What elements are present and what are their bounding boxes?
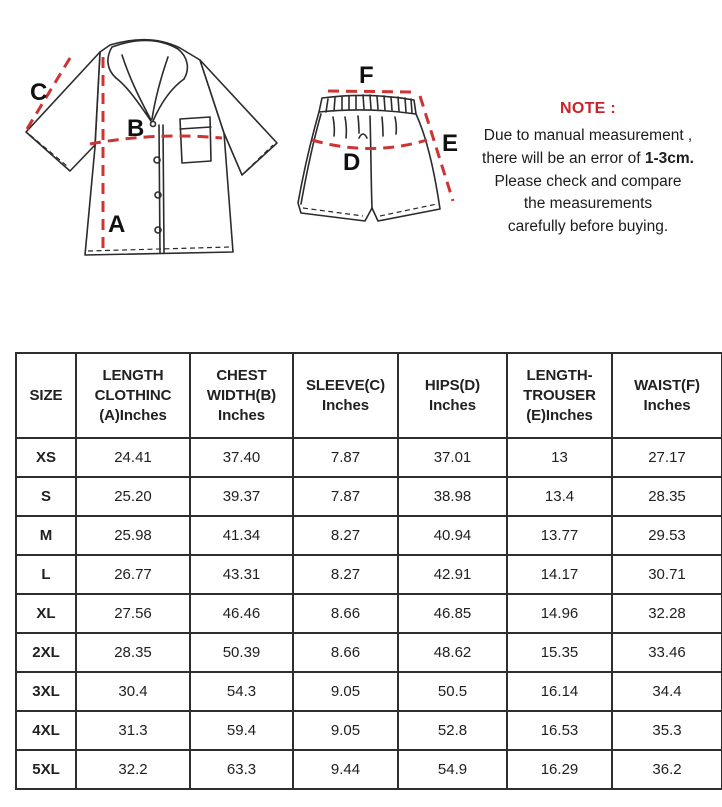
measurement-cell: 59.4 bbox=[190, 711, 293, 750]
column-header: HIPS(D) Inches bbox=[398, 353, 507, 438]
size-cell: S bbox=[16, 477, 76, 516]
pajama-shirt-drawing bbox=[10, 25, 285, 270]
note-line: the measurements bbox=[523, 195, 653, 213]
measurement-cell: 7.87 bbox=[293, 438, 398, 477]
size-table bbox=[15, 352, 722, 790]
label-e: E bbox=[442, 130, 459, 157]
measurement-cell: 24.41 bbox=[76, 438, 190, 477]
measurement-cell: 63.3 bbox=[190, 750, 293, 789]
measurement-cell: 48.62 bbox=[398, 633, 507, 672]
measurement-cell: 30.71 bbox=[612, 555, 722, 594]
measurement-cell: 16.29 bbox=[507, 750, 612, 789]
measurement-cell: 9.05 bbox=[293, 672, 398, 711]
column-header: SLEEVE(C) Inches bbox=[293, 353, 398, 438]
measurement-cell: 38.98 bbox=[398, 477, 507, 516]
measurement-cell: 14.17 bbox=[507, 555, 612, 594]
measurement-cell: 13.4 bbox=[507, 477, 612, 516]
label-b: B bbox=[127, 115, 145, 142]
size-cell: M bbox=[16, 516, 76, 555]
measure-line-f bbox=[328, 91, 412, 92]
note-block bbox=[456, 100, 720, 239]
column-header: WAIST(F) Inches bbox=[612, 353, 722, 438]
measurement-cell: 54.3 bbox=[190, 672, 293, 711]
column-header: LENGTH- TROUSER (E)Inches bbox=[507, 353, 612, 438]
measurement-cell: 27.17 bbox=[612, 438, 722, 477]
measurement-cell: 33.46 bbox=[612, 633, 722, 672]
size-table-body bbox=[16, 438, 722, 789]
measurement-cell: 28.35 bbox=[76, 633, 190, 672]
measurement-cell: 30.4 bbox=[76, 672, 190, 711]
shorts-body bbox=[298, 95, 440, 221]
measurement-cell: 13 bbox=[507, 438, 612, 477]
note-line: carefully before buying. bbox=[507, 218, 669, 236]
column-header: LENGTH CLOTHINC (A)Inches bbox=[76, 353, 190, 438]
measurement-cell: 52.8 bbox=[398, 711, 507, 750]
size-row-m bbox=[16, 516, 722, 555]
measurement-cell: 36.2 bbox=[612, 750, 722, 789]
pajama-shorts-drawing bbox=[285, 60, 485, 240]
size-row-l bbox=[16, 555, 722, 594]
column-header: CHEST WIDTH(B) Inches bbox=[190, 353, 293, 438]
label-d: D bbox=[343, 149, 361, 176]
measurement-cell: 54.9 bbox=[398, 750, 507, 789]
size-row-xs bbox=[16, 438, 722, 477]
measurement-cell: 32.28 bbox=[612, 594, 722, 633]
size-row-s bbox=[16, 477, 722, 516]
measurement-cell: 43.31 bbox=[190, 555, 293, 594]
size-cell: 3XL bbox=[16, 672, 76, 711]
measurement-cell: 8.27 bbox=[293, 516, 398, 555]
size-cell: 4XL bbox=[16, 711, 76, 750]
label-c: C bbox=[30, 79, 48, 106]
measurement-cell: 50.39 bbox=[190, 633, 293, 672]
measurement-cell: 25.98 bbox=[76, 516, 190, 555]
note-line-text: there will be an error of bbox=[482, 149, 645, 167]
measurement-cell: 39.37 bbox=[190, 477, 293, 516]
size-row-4xl bbox=[16, 711, 722, 750]
measurement-cell: 31.3 bbox=[76, 711, 190, 750]
note-line bbox=[456, 148, 720, 171]
measurement-cell: 7.87 bbox=[293, 477, 398, 516]
column-header: SIZE bbox=[16, 353, 76, 438]
measurement-cell: 41.34 bbox=[190, 516, 293, 555]
label-f: F bbox=[359, 62, 374, 89]
note-title: NOTE : bbox=[559, 100, 617, 117]
measurement-cell: 46.85 bbox=[398, 594, 507, 633]
measurement-cell: 9.05 bbox=[293, 711, 398, 750]
measurement-cell: 8.66 bbox=[293, 594, 398, 633]
measurement-cell: 50.5 bbox=[398, 672, 507, 711]
measurement-cell: 26.77 bbox=[76, 555, 190, 594]
measurement-cell: 37.01 bbox=[398, 438, 507, 477]
measurement-cell: 27.56 bbox=[76, 594, 190, 633]
measurement-cell: 8.27 bbox=[293, 555, 398, 594]
measurement-cell: 32.2 bbox=[76, 750, 190, 789]
measurement-cell: 35.3 bbox=[612, 711, 722, 750]
measurement-cell: 14.96 bbox=[507, 594, 612, 633]
note-line: Due to manual measurement , bbox=[483, 127, 693, 144]
measurement-cell: 37.40 bbox=[190, 438, 293, 477]
size-cell: XL bbox=[16, 594, 76, 633]
measurement-cell: 40.94 bbox=[398, 516, 507, 555]
size-row-2xl bbox=[16, 633, 722, 672]
size-cell: XS bbox=[16, 438, 76, 477]
size-row-5xl bbox=[16, 750, 722, 789]
measurement-cell: 25.20 bbox=[76, 477, 190, 516]
size-cell: 5XL bbox=[16, 750, 76, 789]
measurement-cell: 46.46 bbox=[190, 594, 293, 633]
measurement-cell: 28.35 bbox=[612, 477, 722, 516]
measurement-cell: 9.44 bbox=[293, 750, 398, 789]
note-line: Please check and compare bbox=[494, 172, 682, 190]
measurement-cell: 8.66 bbox=[293, 633, 398, 672]
measurement-cell: 34.4 bbox=[612, 672, 722, 711]
measurement-cell: 15.35 bbox=[507, 633, 612, 672]
measurement-cell: 42.91 bbox=[398, 555, 507, 594]
size-table-header-row bbox=[16, 353, 722, 438]
size-cell: L bbox=[16, 555, 76, 594]
note-error-range: 1-3cm. bbox=[644, 149, 694, 167]
size-cell: 2XL bbox=[16, 633, 76, 672]
size-row-xl bbox=[16, 594, 722, 633]
label-a: A bbox=[108, 211, 126, 238]
measurement-cell: 13.77 bbox=[507, 516, 612, 555]
measurement-cell: 16.14 bbox=[507, 672, 612, 711]
measurement-cell: 16.53 bbox=[507, 711, 612, 750]
size-table-container bbox=[15, 352, 707, 790]
measurement-cell: 29.53 bbox=[612, 516, 722, 555]
size-row-3xl bbox=[16, 672, 722, 711]
